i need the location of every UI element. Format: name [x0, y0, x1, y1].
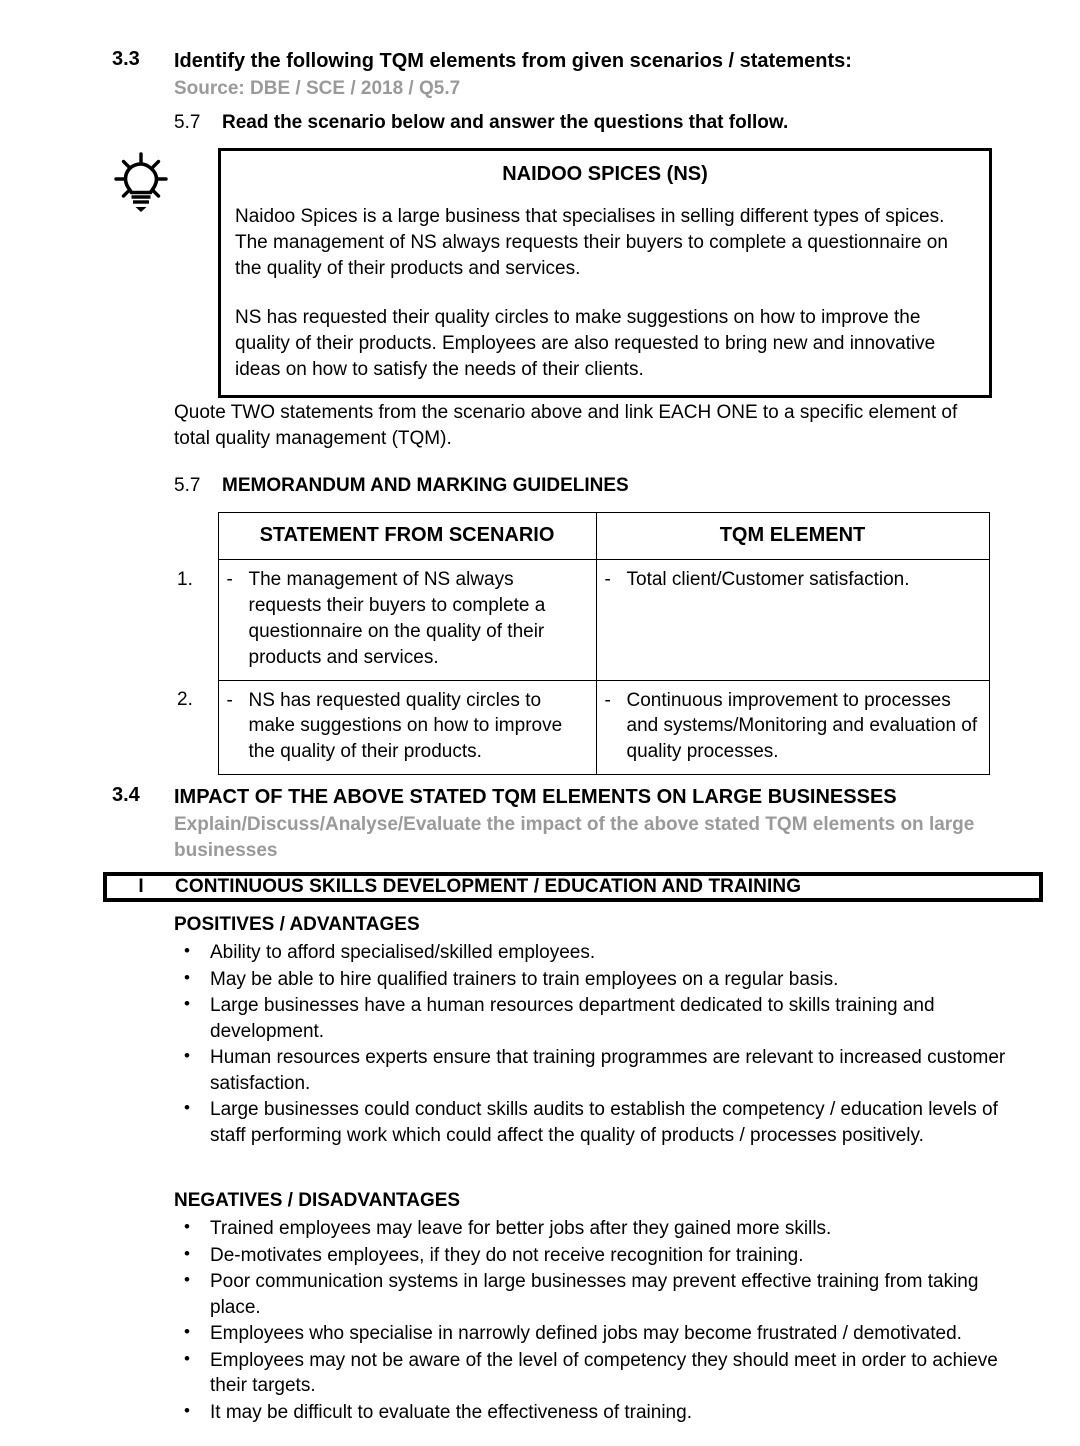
- list-item: • May be able to hire qualified trainers to train employees on a regular basis.: [174, 967, 1024, 993]
- dash-marker: -: [226, 569, 233, 591]
- list-item: • Trained employees may leave for better jobs after they gained more skills.: [174, 1216, 1024, 1242]
- dash-marker: -: [604, 689, 611, 711]
- section-3-4-title: IMPACT OF THE ABOVE STATED TQM ELEMENTS ON LARGE BUSINESSES: [174, 786, 897, 808]
- memorandum-heading: [174, 475, 629, 497]
- scenario-caption: NAIDOO SPICES (NS): [502, 163, 708, 185]
- section-3-4-number: 3.4: [112, 784, 140, 806]
- banner-roman-numeral: I: [138, 876, 144, 897]
- table-header-element: TQM ELEMENT: [596, 513, 989, 560]
- section-3-3-heading: [112, 48, 852, 74]
- topic-banner: [103, 872, 1043, 902]
- section-3-4-subtitle: Explain/Discuss/Analyse/Evaluate the impact of the above stated TQM elements on large businesses: [174, 814, 975, 861]
- row-element-text: Continuous improvement to processes and systems/Monitoring and evaluation of quality processes.: [626, 689, 978, 763]
- memorandum-title: MEMORANDUM AND MARKING GUIDELINES: [222, 475, 629, 496]
- table-header-blank: [163, 513, 218, 560]
- list-item: • Human resources experts ensure that training programmes are relevant to increased customer satisfaction.: [174, 1045, 1024, 1096]
- table-header-row: [163, 513, 989, 560]
- list-item: • Large businesses have a human resources department dedicated to skills training and development.: [174, 993, 1024, 1044]
- positives-heading: POSITIVES / ADVANTAGES: [174, 914, 420, 935]
- table-row: [163, 680, 989, 774]
- row-element-text: Total client/Customer satisfaction.: [626, 569, 910, 591]
- scenario-box: [218, 148, 992, 398]
- quote-instruction: Quote TWO statements from the scenario above and link EACH ONE to a specific element of total quality management (TQM).: [174, 402, 958, 450]
- memorandum-table: [163, 512, 990, 775]
- table-row: [163, 560, 989, 680]
- row-statement-text: NS has requested quality circles to make suggestions on how to improve the quality of their products.: [248, 689, 563, 763]
- row-statement-cell: [218, 560, 596, 680]
- row-number: 1.: [177, 568, 193, 590]
- list-item: • Poor communication systems in large businesses may prevent effective training from taking place.: [174, 1269, 1024, 1320]
- lightbulb-icon: [112, 152, 170, 214]
- list-item: • Large businesses could conduct skills audits to establish the competency / education levels of staff performing work which could affect the quality of products / processes positively.: [174, 1097, 1024, 1148]
- banner-title: CONTINUOUS SKILLS DEVELOPMENT / EDUCATION AND TRAINING: [175, 876, 802, 897]
- list-item: • Ability to afford specialised/skilled employees.: [174, 940, 1024, 966]
- question-5-7-number: 5.7: [174, 112, 201, 133]
- row-element-cell: [596, 560, 989, 680]
- table-header-statement: STATEMENT FROM SCENARIO: [218, 513, 596, 560]
- scenario-paragraph-2: NS has requested their quality circles to make suggestions on how to improve the quality of their products. Employees are also requested to bring new and innovative ideas on how to satisfy the needs of their clients.: [235, 306, 936, 381]
- dash-marker: -: [604, 569, 611, 591]
- list-item: • De-motivates employees, if they do not receive recognition for training.: [174, 1243, 1024, 1269]
- list-item: • It may be difficult to evaluate the effectiveness of training.: [174, 1400, 1024, 1426]
- row-statement-text: The management of NS always requests their buyers to complete a questionnaire on the quality of their products and services.: [248, 569, 546, 668]
- section-3-3-source: Source: DBE / SCE / 2018 / Q5.7: [174, 78, 461, 99]
- memorandum-table-wrapper: [163, 512, 989, 775]
- row-statement-cell: [218, 680, 596, 774]
- memorandum-number: 5.7: [174, 475, 201, 496]
- dash-marker: -: [226, 689, 233, 711]
- scenario-paragraph-1: Naidoo Spices is a large business that specialises in selling different types of spices. The management of NS always requests their buyers to complete a questionnaire on the quality of their products and services.: [235, 206, 948, 280]
- question-5-7-instruction: [174, 112, 788, 134]
- section-3-4-heading: [112, 784, 897, 810]
- row-number: 2.: [177, 689, 193, 710]
- list-item: • Employees who specialise in narrowly defined jobs may become frustrated / demotivated.: [174, 1321, 1024, 1347]
- positives-list: [174, 940, 1024, 1149]
- list-item: • Employees may not be aware of the level of competency they should meet in order to achieve their targets.: [174, 1348, 1024, 1399]
- section-3-3-number: 3.3: [112, 48, 140, 70]
- negatives-list: [174, 1216, 1024, 1426]
- negatives-heading: NEGATIVES / DISADVANTAGES: [174, 1190, 461, 1211]
- row-element-cell: [596, 680, 989, 774]
- question-5-7-text: Read the scenario below and answer the questions that follow.: [222, 112, 789, 133]
- section-3-3-title: Identify the following TQM elements from given scenarios / statements:: [174, 50, 852, 72]
